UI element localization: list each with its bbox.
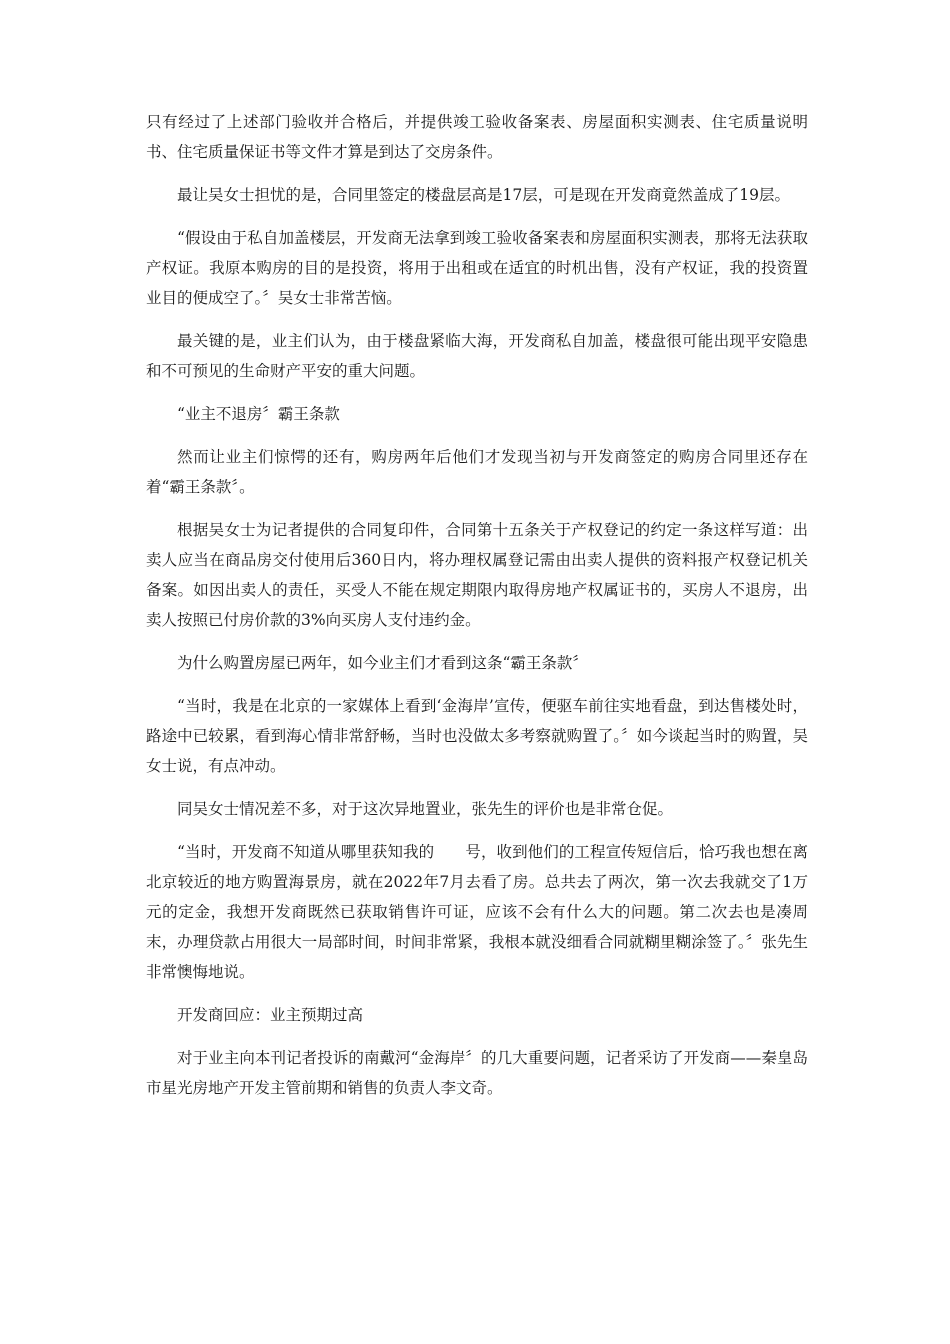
paragraph-3: “假设由于私自加盖楼层，开发商无法拿到竣工验收备案表和房屋面积实测表，那将无法获取产权证。我原本购房的目的是投资，将用于出租或在适宜的时机出售，没有产权证，我的投资置业目的便成空了。〞吴女士非常苦恼。: [146, 229, 808, 307]
paragraph-1: 只有经过了上述部门验收并合格后，并提供竣工验收备案表、房屋面积实测表、住宅质量说明书、住宅质量保证书等文件才算是到达了交房条件。: [146, 113, 808, 161]
paragraph-2: 最让吴女士担忧的是，合同里签定的楼盘层高是17层，可是现在开发商竟然盖成了19层。: [177, 186, 790, 204]
paragraph-6: 根据吴女士为记者提供的合同复印件，合同第十五条关于产权登记的约定一条这样写道：出卖人应当在商品房交付使用后360日内，将办理权属登记需由出卖人提供的资料报产权登记机关备案。如因出卖人的责任，买受人不能在规定期限内取得房地产权属证书的，买房人不退房，出卖人按照已付房价款的3%向买房人支付违约金。: [146, 521, 808, 629]
paragraph-5: 然而让业主们惊愕的还有，购房两年后他们才发现当初与开发商签定的购房合同里还存在着“霸王条款〞。: [146, 448, 808, 496]
paragraph-8: 同吴女士情况差不多，对于这次异地置业，张先生的评价也是非常仓促。: [177, 800, 674, 818]
section-heading-1: “业主不退房〞霸王条款: [177, 405, 340, 423]
paragraph-7: “当时，我是在北京的一家媒体上看到‘金海岸’宣传，便驱车前往实地看盘，到达售楼处时，路途中已较累，看到海心情非常舒畅，当时也没做太多考察就购置了。〞如今谈起当时的购置，吴女士说，有点冲动。: [146, 697, 808, 775]
paragraph-10: 对于业主向本刊记者投诉的南戴河“金海岸〞的几大重要问题，记者采访了开发商——秦皇岛市星光房地产开发主管前期和销售的负责人李文奇。: [146, 1049, 808, 1097]
paragraph-9: “当时，开发商不知道从哪里获知我的 号，收到他们的工程宣传短信后，恰巧我也想在离北京较近的地方购置海景房，就在2022年7月去看了房。总共去了两次，第一次去我就交了1万元的定金，我想开发商既然已获取销售许可证，应该不会有什么大的问题。第二次去也是凑周末，办理贷款占用很大一局部时间，时间非常紧，我根本就没细看合同就糊里糊涂签了。〞张先生非常懊悔地说。: [146, 843, 808, 981]
section-heading-2: 为什么购置房屋已两年，如今业主们才看到这条“霸王条款〞: [177, 654, 588, 672]
document-page: [146, 107, 808, 1116]
paragraph-4: 最关键的是，业主们认为，由于楼盘紧临大海，开发商私自加盖，楼盘很可能出现平安隐患和不可预见的生命财产平安的重大问题。: [146, 332, 808, 380]
section-heading-3: 开发商回应：业主预期过高: [177, 1006, 364, 1024]
